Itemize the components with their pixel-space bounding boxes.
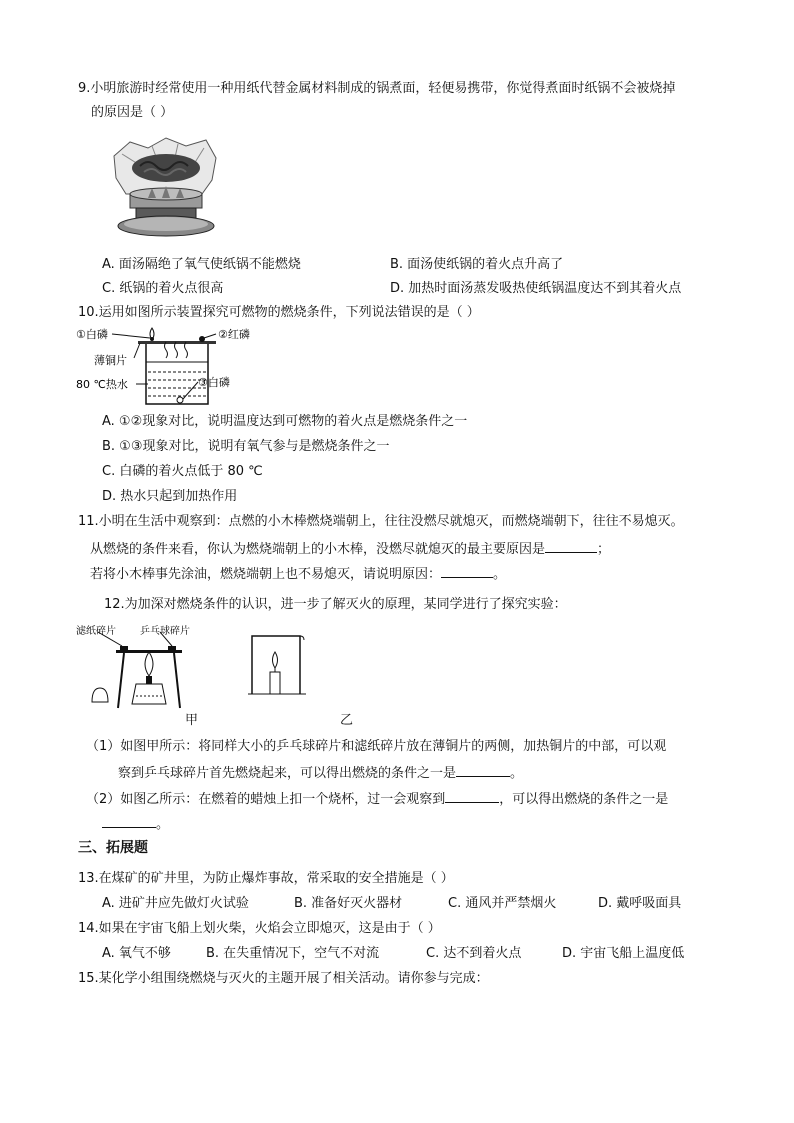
q12-answer-blank-2[interactable] bbox=[445, 788, 499, 803]
label-red-phosphorus: ②红磷 bbox=[218, 328, 250, 341]
q11-line2-text: 从燃烧的条件来看，你认为燃烧端朝上的小木棒，没燃尽就熄灭的最主要原因是 bbox=[90, 542, 546, 557]
q10-option-b: B. ①③现象对比，说明有氧气参与是燃烧条件之一 bbox=[102, 439, 390, 454]
q12-sub2-line1 bbox=[86, 788, 668, 809]
q10-option-a: A. ①②现象对比，说明温度达到可燃物的着火点是燃烧条件之一 bbox=[102, 414, 468, 429]
q13-stem: 13.在煤矿的矿井里，为防止爆炸事故，常采取的安全措施是（ ） bbox=[78, 871, 454, 886]
q14-option-b: B. 在失重情况下，空气不对流 bbox=[206, 946, 380, 961]
q12-answer-blank-1[interactable] bbox=[456, 762, 510, 777]
q10-apparatus-figure bbox=[76, 326, 276, 408]
q13-option-d: D. 戴呼吸面具 bbox=[598, 896, 682, 911]
q12-label-yi: 乙 bbox=[340, 713, 354, 728]
q11-line2 bbox=[90, 538, 610, 559]
q13-option-b: B. 准备好灭火器材 bbox=[294, 896, 403, 911]
label-white-phosphorus-3: ③白磷 bbox=[198, 376, 230, 389]
q12-sub1-line2-text: 察到乒乓球碎片首先燃烧起来，可以得出燃烧的条件之一是 bbox=[118, 766, 457, 781]
label-copper-sheet: 薄铜片 bbox=[94, 354, 127, 367]
q9-stem-line2: 的原因是（ ） bbox=[91, 105, 174, 120]
section-title: 三、拓展题 bbox=[78, 840, 148, 856]
q9-option-b: B. 面汤使纸锅的着火点升高了 bbox=[390, 257, 564, 272]
q10-stem: 10.运用如图所示装置探究可燃物的燃烧条件，下列说法错误的是（ ） bbox=[78, 305, 480, 320]
q9-option-a: A. 面汤隔绝了氧气使纸锅不能燃烧 bbox=[102, 257, 301, 272]
q13-option-c: C. 通风并严禁烟火 bbox=[448, 896, 557, 911]
q12-label-jia: 甲 bbox=[185, 713, 199, 728]
q12-sub2-end: 。 bbox=[156, 817, 170, 832]
q12-sub1-end: 。 bbox=[510, 766, 524, 781]
q14-option-c: C. 达不到着火点 bbox=[426, 946, 522, 961]
paper-pot-image bbox=[108, 134, 220, 246]
q12-sub1-line1: （1）如图甲所示：将同样大小的乒乓球碎片和滤纸碎片放在薄铜片的两侧，加热铜片的中部，可以观 bbox=[86, 739, 667, 754]
q14-option-a: A. 氧气不够 bbox=[102, 946, 171, 961]
q12-figure-jia bbox=[76, 624, 202, 710]
label-pingpong: 乒乓球碎片 bbox=[140, 626, 190, 637]
q9-option-d: D. 加热时面汤蒸发吸热使纸锅温度达不到其着火点 bbox=[390, 281, 682, 296]
q14-option-d: D. 宇宙飞船上温度低 bbox=[562, 946, 685, 961]
q11-line3-end: 。 bbox=[493, 567, 507, 582]
q11-line2-end: ； bbox=[597, 542, 611, 557]
label-filter-paper: 滤纸碎片 bbox=[76, 626, 116, 637]
q11-line1: 11.小明在生活中观察到：点燃的小木棒燃烧端朝上，往往没燃尽就熄灭，而燃烧端朝下，往往不易熄灭。 bbox=[78, 514, 684, 529]
q9-stem-line1: 9.小明旅游时经常使用一种用纸代替金属材料制成的锅煮面，轻便易携带，你觉得煮面时纸锅不会被烧掉 bbox=[78, 81, 676, 96]
q13-option-a: A. 进矿井应先做灯火试验 bbox=[102, 896, 249, 911]
q15-stem: 15.某化学小组围绕燃烧与灭火的主题开展了相关活动。请你参与完成： bbox=[78, 971, 489, 986]
q12-sub2-text-b: ，可以得出燃烧的条件之一是 bbox=[499, 792, 669, 807]
q12-answer-blank-3[interactable] bbox=[102, 813, 156, 828]
q11-line3-text: 若将小木棒事先涂油，燃烧端朝上也不易熄灭，请说明原因： bbox=[90, 567, 442, 582]
q9-option-c: C. 纸锅的着火点很高 bbox=[102, 281, 224, 296]
q12-figure-yi bbox=[248, 632, 308, 696]
q11-answer-blank-1[interactable] bbox=[545, 538, 597, 553]
label-hot-water: 80 ℃热水 bbox=[76, 378, 128, 391]
q10-option-c: C. 白磷的着火点低于 80 ℃ bbox=[102, 464, 263, 479]
q12-sub2-line2 bbox=[102, 813, 169, 834]
q11-line3 bbox=[90, 563, 506, 584]
q12-stem: 12.为加深对燃烧条件的认识，进一步了解灭火的原理，某同学进行了探究实验： bbox=[104, 597, 567, 612]
label-white-phosphorus-1: ①白磷 bbox=[76, 328, 108, 341]
q12-sub2-text-a: （2）如图乙所示：在燃着的蜡烛上扣一个烧杯，过一会观察到 bbox=[86, 792, 446, 807]
q12-sub1-line2 bbox=[118, 762, 523, 783]
q14-stem: 14.如果在宇宙飞船上划火柴，火焰会立即熄灭，这是由于（ ） bbox=[78, 921, 441, 936]
q11-answer-blank-2[interactable] bbox=[441, 563, 493, 578]
q10-option-d: D. 热水只起到加热作用 bbox=[102, 489, 238, 504]
